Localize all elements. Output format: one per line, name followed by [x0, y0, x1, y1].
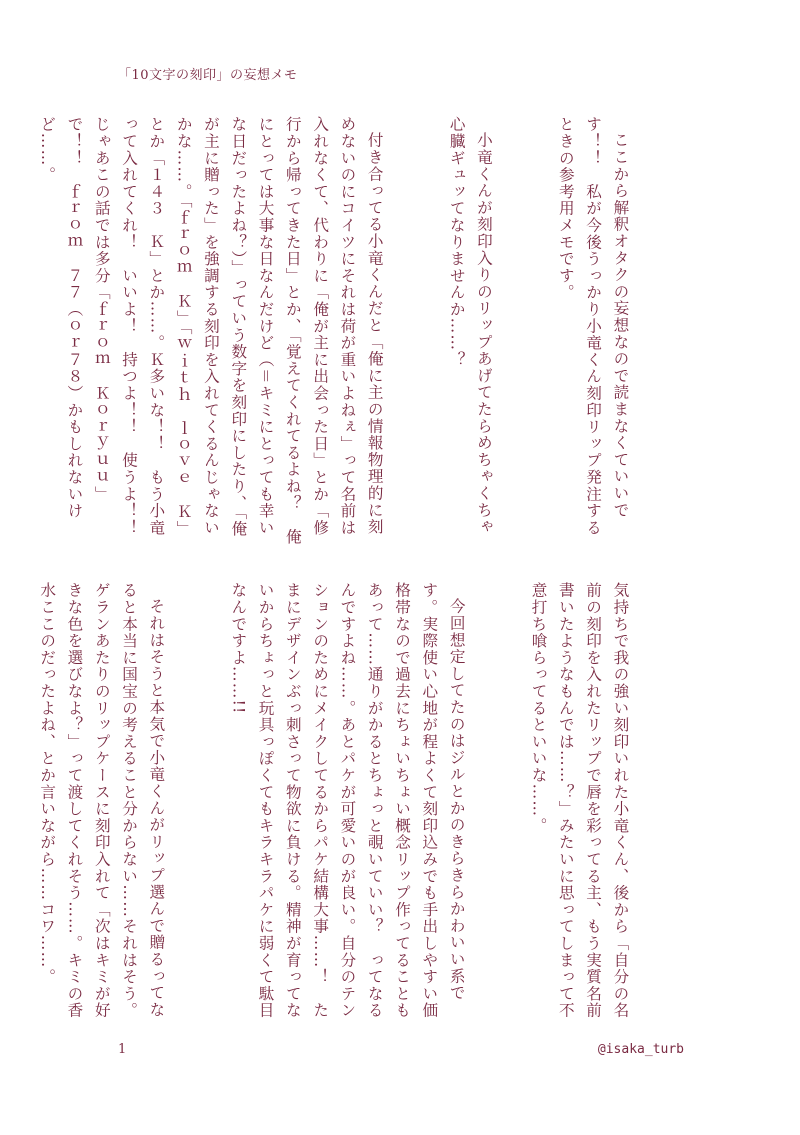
- text-section-2: [38, 582, 688, 1027]
- paragraph: ここから解釈オタクの妄想なので読まなくていいです！！ 私が今後うっかり小竜くん刻印リップ発注するときの参考用メモです。: [556, 116, 630, 536]
- author-handle: @isaka_turb: [597, 1042, 684, 1057]
- paragraph: それはそうと本気で小竜くんがリップ選んで贈るってなると本当に国宝の考えること分からない……それはそう。ゲランあたりのリップケースに刻印入れて「次はキミが好きな色を選びなよ？」って渡してくれそう……。キミの香水ここのだったよね、とか言いながら……コワ……。: [38, 582, 166, 1019]
- page-number: 1: [118, 1042, 127, 1057]
- text-section-1: [38, 116, 688, 553]
- paragraph: 今回想定してたのはジルとかのきらきらかわいい系です。実際使い心地が程よくて刻印込みでも手出しやすい価格帯なので過去にちょいちょい概念リップ作ってることもあって……通りがかるとちょっと覗いていい？ ってなるんですよね……。あとパケが可愛いのが良い。自分のテンションのためにメイクしてるからパケ結構大事……！ たまにデザインぶっ刺さって物欲に負ける。精神が育ってないからちょっと玩具っぽくてもキラキラパケに弱くて駄目なんですよ……!!: [229, 582, 466, 1019]
- page-header-title: 「10文字の刻印」の妄想メモ: [118, 68, 298, 83]
- paragraph: 付き合ってる小竜くんだと「俺に主の情報物理的に刻めないのにコイツにそれは荷が重いよねぇ」って名前は入れなくて、代わりに「俺が主に出会った日」とか「修行から帰ってきた日」とか、「覚えてくれてるよね？ 俺にとっては大事な日なんだけど（＝キミにとっても幸いな日だったよね？）」っていう数字を刻印にしたり、「俺が主に贈った」を強調する刻印を入れてくるんじゃないかな……。「ｆｒｏｍ Ｋ」「ｗｉｔｈ ｌｏｖｅ Ｋ」とか「１４３ Ｋ」とか……。Ｋ多いな！！ もう小竜って入れてくれ！ いいよ！ 持つよ！！ 使うよ！！ じゃあこの話では多分「ｆｒｏｍ Ｋｏｒｙｕｕ」で！！ ｆｒｏｍ ７７（ｏｒ７８）かもしれないけど……。: [38, 116, 384, 553]
- paragraph: 小竜くんが刻印入りのリップあげてたらめちゃくちゃ心臓ギュッてなりませんか……？: [447, 116, 493, 535]
- paragraph: 気持ちで我の強い刻印いれた小竜くん、後から「自分の名前の刻印を入れたリップで唇を彩ってる主、もう実質名前書いたようなもんでは……？」みたいに思ってしまって不意打ち喰らってるといいな……。: [529, 582, 630, 1019]
